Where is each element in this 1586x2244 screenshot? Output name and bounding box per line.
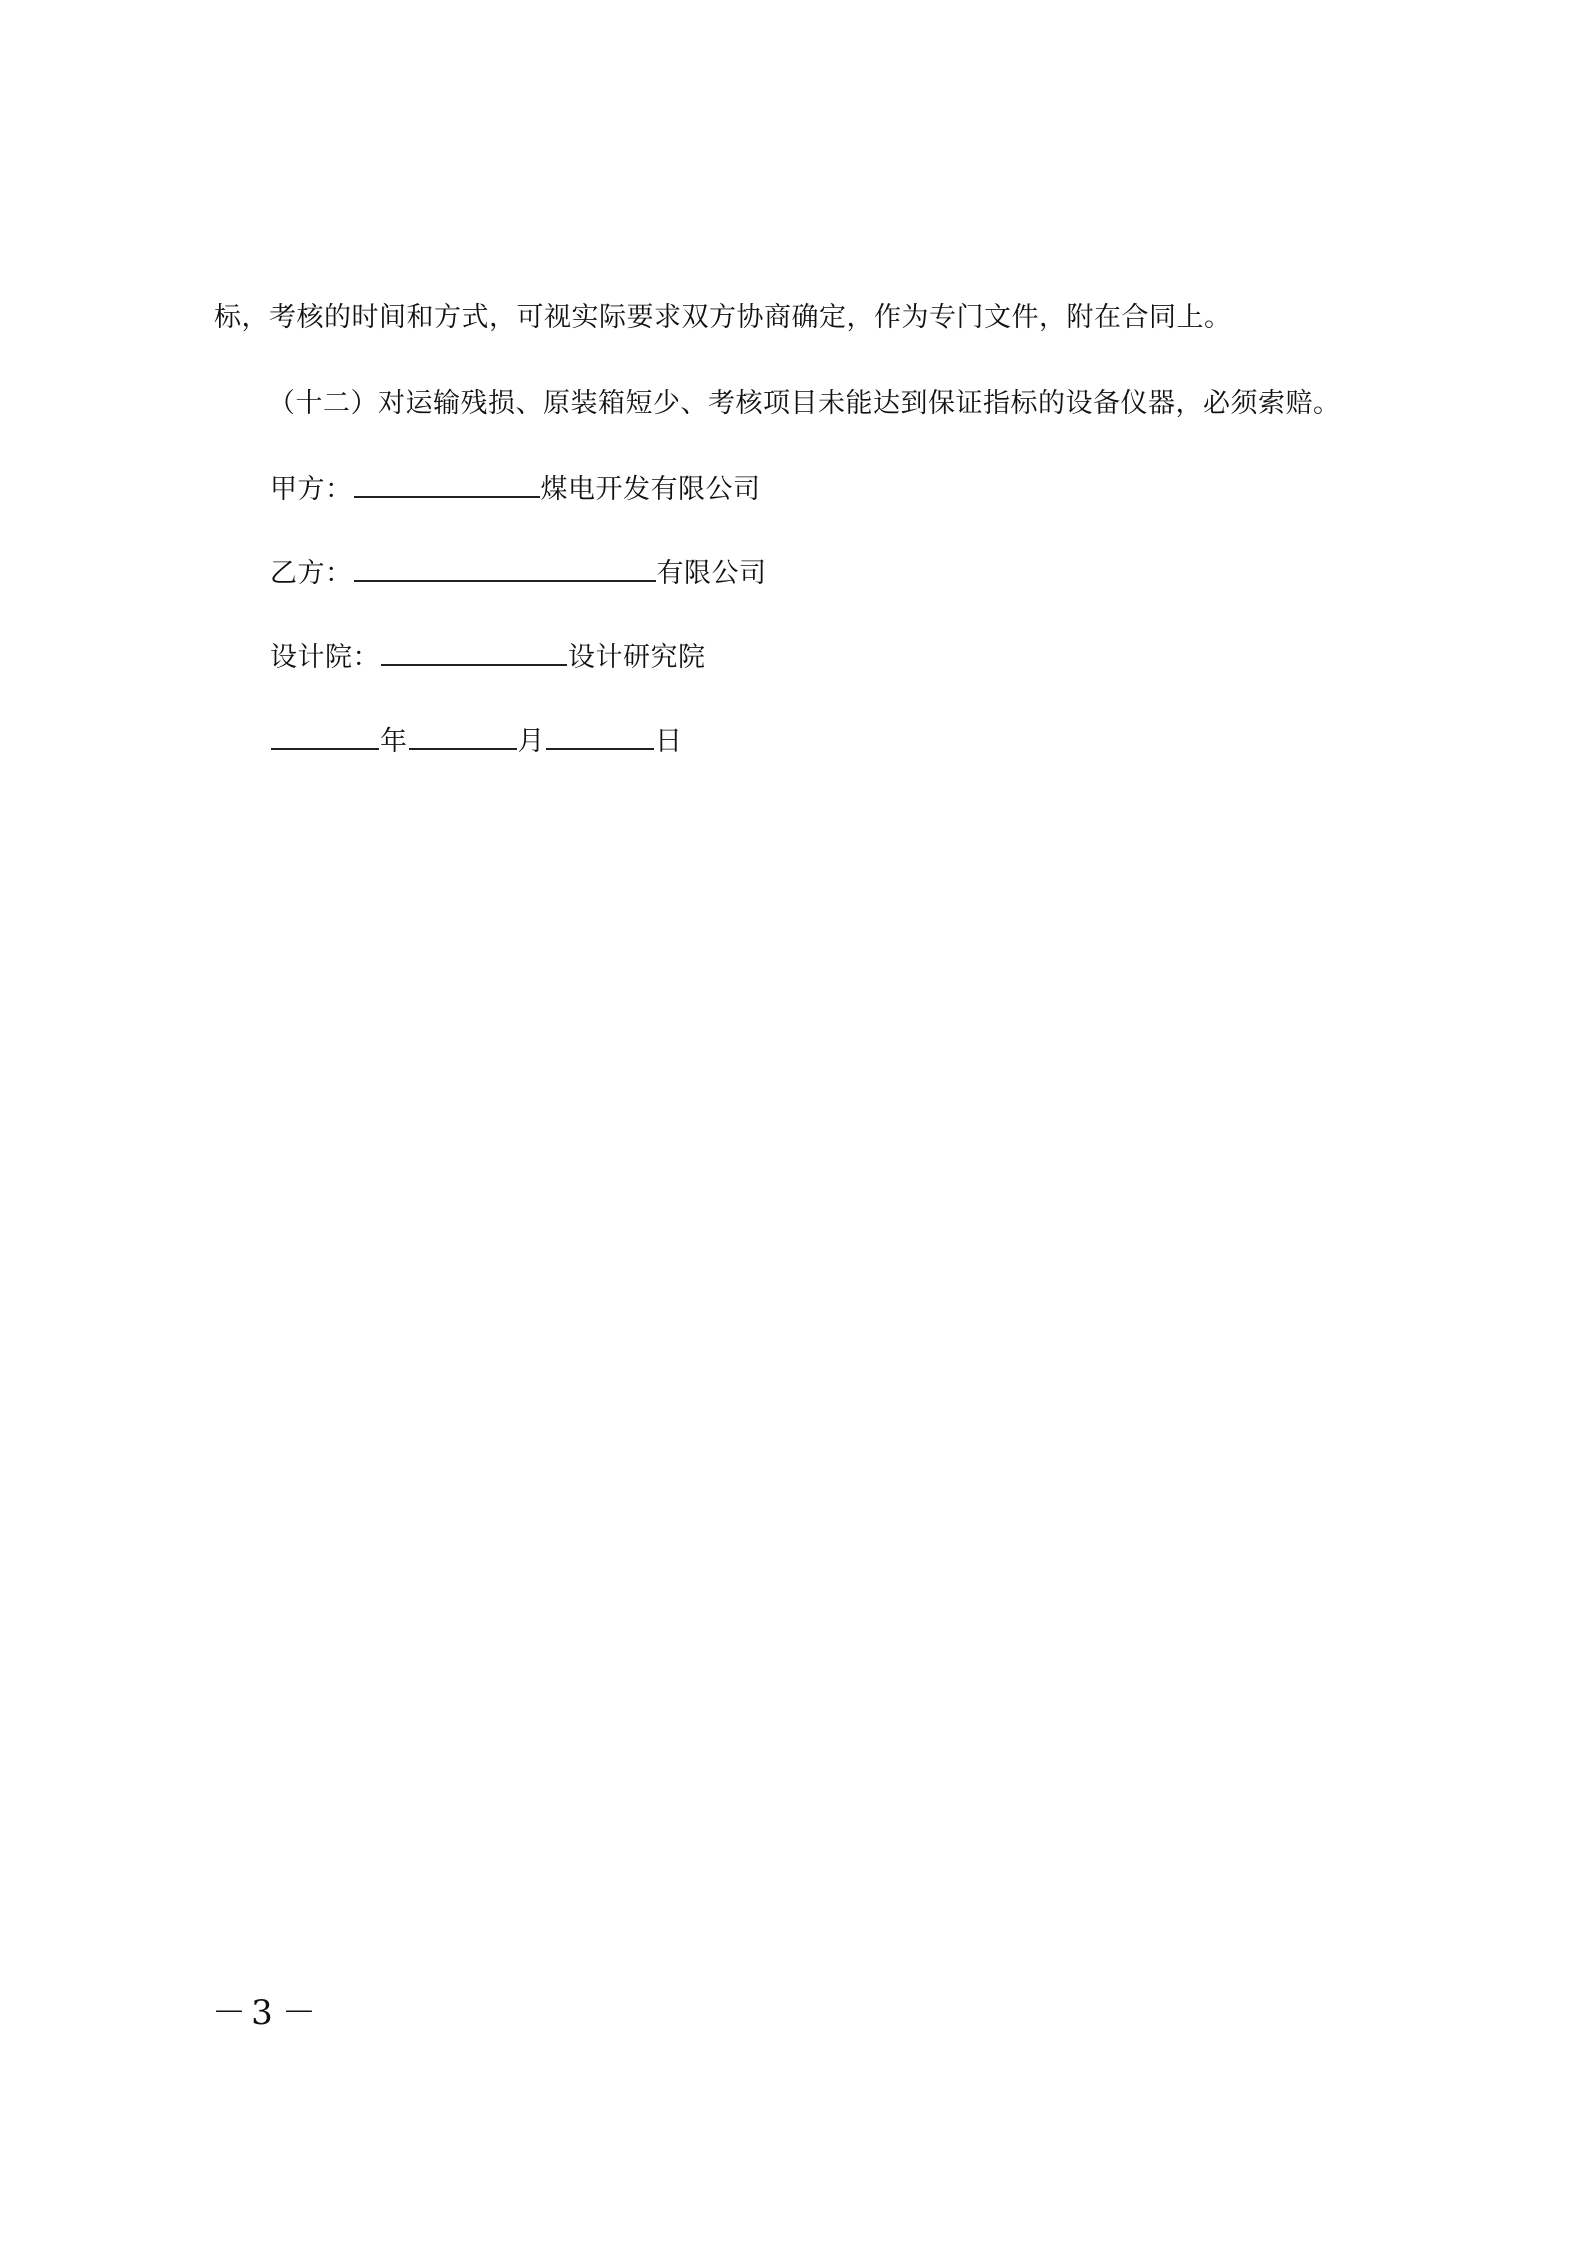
party-a-label: 甲方： bbox=[270, 474, 353, 505]
design-institute-suffix: 设计研究院 bbox=[568, 642, 706, 673]
party-b-blank bbox=[354, 554, 656, 582]
design-institute-label: 设计院： bbox=[270, 642, 380, 673]
party-b-suffix: 有限公司 bbox=[656, 558, 767, 589]
party-a-line bbox=[270, 470, 761, 508]
party-a-blank bbox=[354, 470, 540, 498]
month-blank bbox=[409, 722, 517, 750]
month-label: 月 bbox=[517, 726, 545, 757]
design-institute-blank bbox=[381, 638, 567, 666]
year-label: 年 bbox=[380, 726, 408, 757]
day-blank bbox=[546, 722, 654, 750]
party-b-label: 乙方： bbox=[270, 558, 353, 589]
design-institute-line bbox=[270, 638, 706, 676]
page-number-dash-right: － bbox=[282, 1993, 316, 2033]
page-number: 3 bbox=[251, 1993, 273, 2033]
day-label: 日 bbox=[655, 726, 683, 757]
page-number-footer bbox=[212, 1993, 316, 2033]
clause-12: （十二）对运输残损、原装箱短少、考核项目未能达到保证指标的设备仪器，必须索赔。 bbox=[268, 388, 1341, 419]
date-line bbox=[270, 722, 683, 760]
year-blank bbox=[271, 722, 379, 750]
party-b-line bbox=[270, 554, 767, 592]
paragraph-continuation: 标，考核的时间和方式，可视实际要求双方协商确定，作为专门文件，附在合同上。 bbox=[214, 302, 1232, 333]
page-number-dash-left: － bbox=[212, 1993, 246, 2033]
party-a-suffix: 煤电开发有限公司 bbox=[540, 474, 761, 505]
